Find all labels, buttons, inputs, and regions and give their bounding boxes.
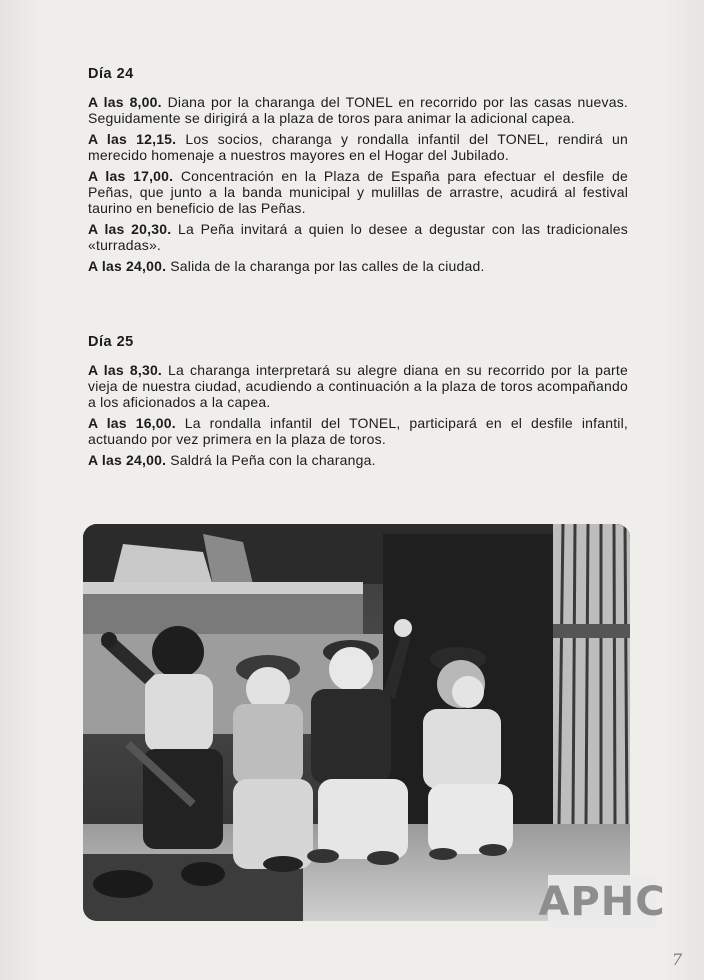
entry-text: Salida de la charanga por las calles de la ciudad. (166, 258, 485, 274)
entry-text: Los socios, charanga y rondalla infantil del TONEL, rendirá un merecido homenaje a nuestros mayores en el Hogar del Jubilado. (88, 131, 628, 163)
entry-time: A las 24,00. (88, 452, 167, 468)
entry-time: A las 17,00. (88, 168, 174, 184)
day-25-entry-3 (88, 452, 628, 468)
page-number: 7 (672, 950, 683, 969)
day-24-title: Día 24 (88, 66, 134, 82)
entry-text: La charanga interpretará su alegre diana en su recorrido por la parte vieja de nuestra ciudad, acudiendo a continuación a la plaza de toros acompañando a los aficionados a la capea. (88, 362, 628, 410)
day-24-section (88, 66, 628, 279)
entry-time: A las 16,00. (88, 415, 176, 431)
day-24-entry-4 (88, 221, 628, 253)
children-photo-illustration (83, 524, 630, 921)
entry-text: Diana por la charanga del TONEL en recorrido por las casas nuevas. Seguidamente se dirigirá a la plaza de toros para animar la adicional capea. (88, 94, 628, 126)
entry-text: La rondalla infantil del TONEL, participará en el desfile infantil, actuando por vez primera en la plaza de toros. (88, 415, 628, 447)
day-24-entry-3 (88, 168, 628, 216)
entry-time: A las 12,15. (88, 131, 177, 147)
aphc-watermark: APHC (548, 875, 656, 929)
entry-text: La Peña invitará a quien lo desee a degustar con las tradicionales «turradas». (88, 221, 628, 253)
day-25-entry-2 (88, 415, 628, 447)
day-25-section (88, 334, 628, 473)
day-25-entry-1 (88, 362, 628, 410)
children-photo (83, 524, 630, 921)
day-25-title: Día 25 (88, 334, 134, 350)
entry-time: A las 24,00. (88, 258, 167, 274)
entry-text: Concentración en la Plaza de España para efectuar el desfile de Peñas, que junto a la banda municipal y mulillas de arrastre, acudirá al festival taurino en beneficio de las Peñas. (88, 168, 628, 216)
entry-time: A las 20,30. (88, 221, 172, 237)
entry-text: Saldrá la Peña con la charanga. (166, 452, 376, 468)
day-24-entry-2 (88, 131, 628, 163)
day-24-entry-1 (88, 94, 628, 126)
entry-time: A las 8,30. (88, 362, 163, 378)
day-24-entry-5 (88, 258, 628, 274)
entry-time: A las 8,00. (88, 94, 162, 110)
